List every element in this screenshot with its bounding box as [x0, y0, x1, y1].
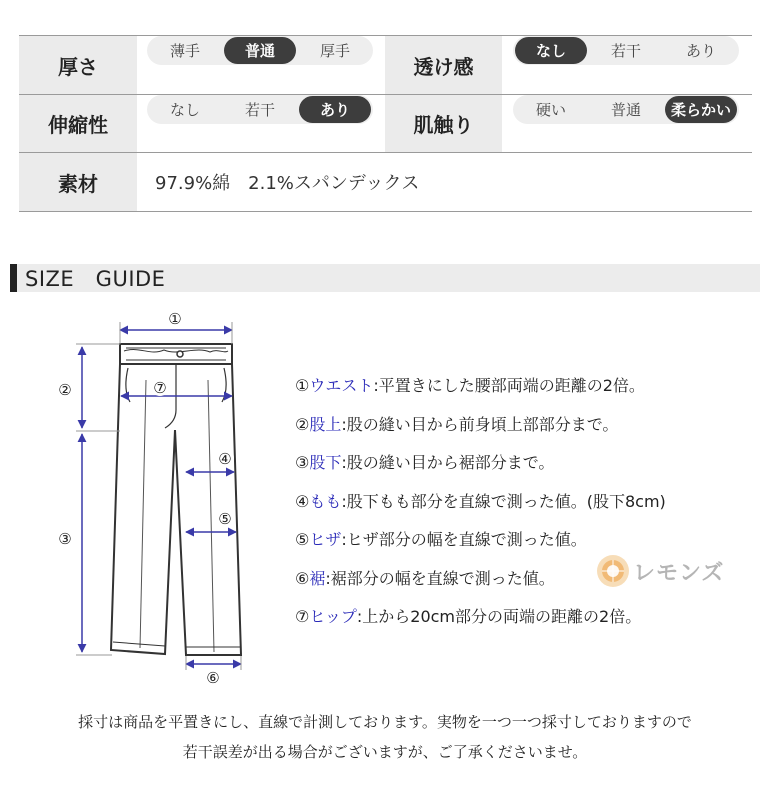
attribute-table	[19, 35, 752, 212]
marker-hip: ⑦	[153, 379, 167, 397]
guide-num: ⑦	[295, 607, 310, 626]
stretch-option-none: なし	[169, 101, 200, 119]
guide-term: ヒザ	[309, 530, 342, 549]
header-accent-bar	[10, 264, 17, 292]
lemon-logo-icon	[596, 554, 630, 588]
guide-desc: :股の縫い目から前身頃上部部分まで。	[341, 414, 619, 434]
guide-item-hip	[295, 604, 666, 643]
guide-item-waist	[295, 373, 666, 412]
note-line-2: 若干誤差が出る場合がございますが、ご了承くださいませ。	[182, 743, 588, 761]
guide-desc: :平置きにした腰部両端の距離の2倍。	[373, 376, 645, 395]
button-icon	[177, 351, 183, 357]
guide-term: 股下	[309, 453, 342, 472]
attribute-row	[19, 94, 752, 152]
stretch-option-slight: 若干	[244, 101, 275, 119]
marker-thigh: ④	[218, 450, 232, 468]
marker-rise: ②	[58, 381, 72, 399]
note-line-1: 採寸は商品を平置きにし、直線で計測しております。実物を一つ一つ採寸しておりますので	[78, 713, 692, 731]
material-value: 97.9%綿 2.1%スパンデックス	[155, 173, 420, 194]
marker-knee: ⑤	[218, 510, 232, 528]
watermark	[596, 554, 724, 588]
measurement-note	[0, 707, 770, 767]
guide-desc: :ヒザ部分の幅を直線で測った値。	[341, 530, 587, 549]
marker-hem: ⑥	[206, 669, 220, 687]
thickness-option-thin: 薄手	[169, 42, 200, 60]
marker-waist: ①	[168, 310, 182, 328]
thickness-label: 厚さ	[19, 36, 137, 94]
watermark-text: レモンズ	[633, 560, 725, 586]
attribute-row	[19, 152, 752, 212]
guide-item-rise	[295, 412, 666, 451]
guide-desc: :股下もも部分を直線で測った値。(股下8cm)	[341, 491, 666, 511]
sheerness-option-yes: あり	[685, 42, 716, 60]
material-label: 素材	[19, 153, 137, 211]
thickness-option-thick: 厚手	[319, 42, 350, 60]
guide-num: ②	[295, 414, 310, 434]
guide-num: ⑤	[295, 530, 310, 549]
guide-desc: :裾部分の幅を直線で測った値。	[325, 568, 555, 588]
guide-num: ⑥	[295, 568, 310, 588]
guide-num: ④	[295, 491, 310, 511]
guide-num: ③	[295, 453, 310, 472]
size-guide-header	[10, 264, 760, 292]
stretch-option-yes: あり	[299, 96, 371, 123]
guide-term: 裾	[309, 568, 326, 588]
measure-lines	[76, 322, 241, 670]
size-guide-list	[295, 373, 666, 643]
texture-options	[513, 95, 739, 124]
pants-outline	[111, 344, 241, 655]
marker-inseam: ③	[58, 530, 72, 548]
texture-label: 肌触り	[385, 95, 502, 152]
stretch-label: 伸縮性	[19, 95, 137, 152]
attribute-row	[19, 35, 752, 94]
thickness-option-normal: 普通	[224, 37, 296, 64]
stretch-options	[147, 95, 373, 124]
sheerness-label: 透け感	[385, 36, 502, 94]
guide-item-thigh	[295, 489, 666, 528]
guide-term: ヒップ	[309, 607, 357, 626]
sheerness-option-none: なし	[515, 37, 587, 64]
guide-desc: :上から20cm部分の両端の距離の2倍。	[356, 607, 642, 626]
sheerness-option-slight: 若干	[610, 42, 641, 60]
pants-diagram	[40, 300, 260, 695]
guide-term: もも	[309, 491, 342, 511]
size-guide-title: SIZE GUIDE	[25, 267, 166, 291]
guide-desc: :股の縫い目から裾部分まで。	[341, 453, 555, 472]
guide-item-inseam	[295, 450, 666, 489]
guide-term: ウエスト	[309, 376, 374, 395]
texture-option-hard: 硬い	[535, 101, 566, 119]
guide-term: 股上	[309, 414, 342, 434]
texture-option-normal: 普通	[610, 101, 641, 119]
guide-num: ①	[295, 376, 310, 395]
texture-option-soft: 柔らかい	[665, 96, 737, 123]
sheerness-options	[513, 36, 739, 65]
thickness-options	[147, 36, 373, 65]
